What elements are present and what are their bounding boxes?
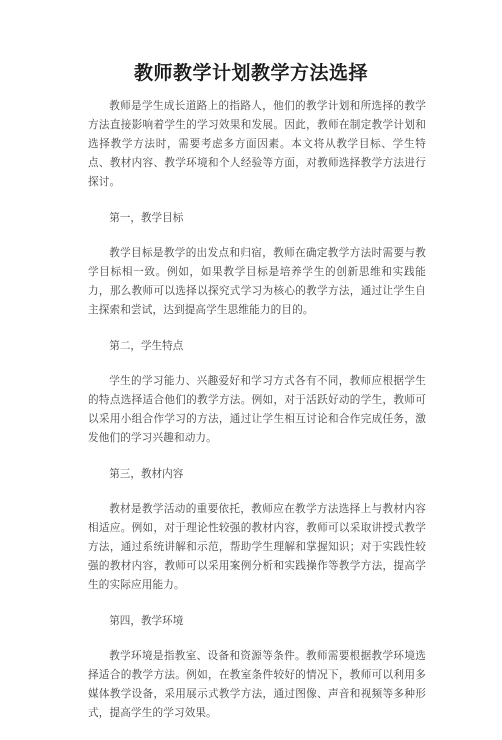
document-title: 教师教学计划教学方法选择 xyxy=(133,62,368,84)
section-heading-2: 第二，学生特点 xyxy=(109,339,184,352)
section-paragraph-3: 教材是教学活动的重要依托，教师应在教学方法选择上与教材内容相适应。例如，对于理论性较强的教材内容，教师可以采取讲授式教学方法，通过系统讲解和示范，帮助学生理解和掌握知识；对于实践性较强的教材内容，教师可以采用案例分析和实践操作等教学方法，提高学生的实际应用能力。 xyxy=(88,503,426,591)
section-heading-1: 第一，教学目标 xyxy=(109,211,184,224)
section-heading-3: 第三，教材内容 xyxy=(109,467,184,480)
section-paragraph-4: 教学环境是指教室、设备和资源等条件。教师需要根据教学环境选择适合的教学方法。例如，在教室条件较好的情况下，教师可以利用多媒体教学设备，采用展示式教学方法，通过图像、声音和视频等多种形式，提高学生的学习效果。 xyxy=(88,650,426,719)
intro-paragraph: 教师是学生成长道路上的指路人，他们的教学计划和所选择的教学方法直接影响着学生的学习效果和发展。因此，教师在制定教学计划和选择教学方法时，需要考虑多方面因素。本文将从教学目标、学生特点、教材内容、教学环境和个人经验等方面，对教师选择教学方法进行探讨。 xyxy=(88,100,426,188)
section-paragraph-2: 学生的学习能力、兴趣爱好和学习方式各有不同，教师应根据学生的特点选择适合他们的教学方法。例如，对于活跃好动的学生，教师可以采用小组合作学习的方法，通过让学生相互讨论和合作完成任务，激发他们的学习兴趣和动力。 xyxy=(88,375,426,444)
section-paragraph-1: 教学目标是教学的出发点和归宿，教师在确定教学方法时需要与教学目标相一致。例如，如果教学目标是培养学生的创新思维和实践能力，那么教师可以选择以探究式学习为核心的教学方法，通过让学生自主探索和尝试，达到提高学生思维能力的目的。 xyxy=(88,247,426,316)
section-heading-4: 第四，教学环境 xyxy=(109,614,184,627)
document-body xyxy=(88,97,426,740)
